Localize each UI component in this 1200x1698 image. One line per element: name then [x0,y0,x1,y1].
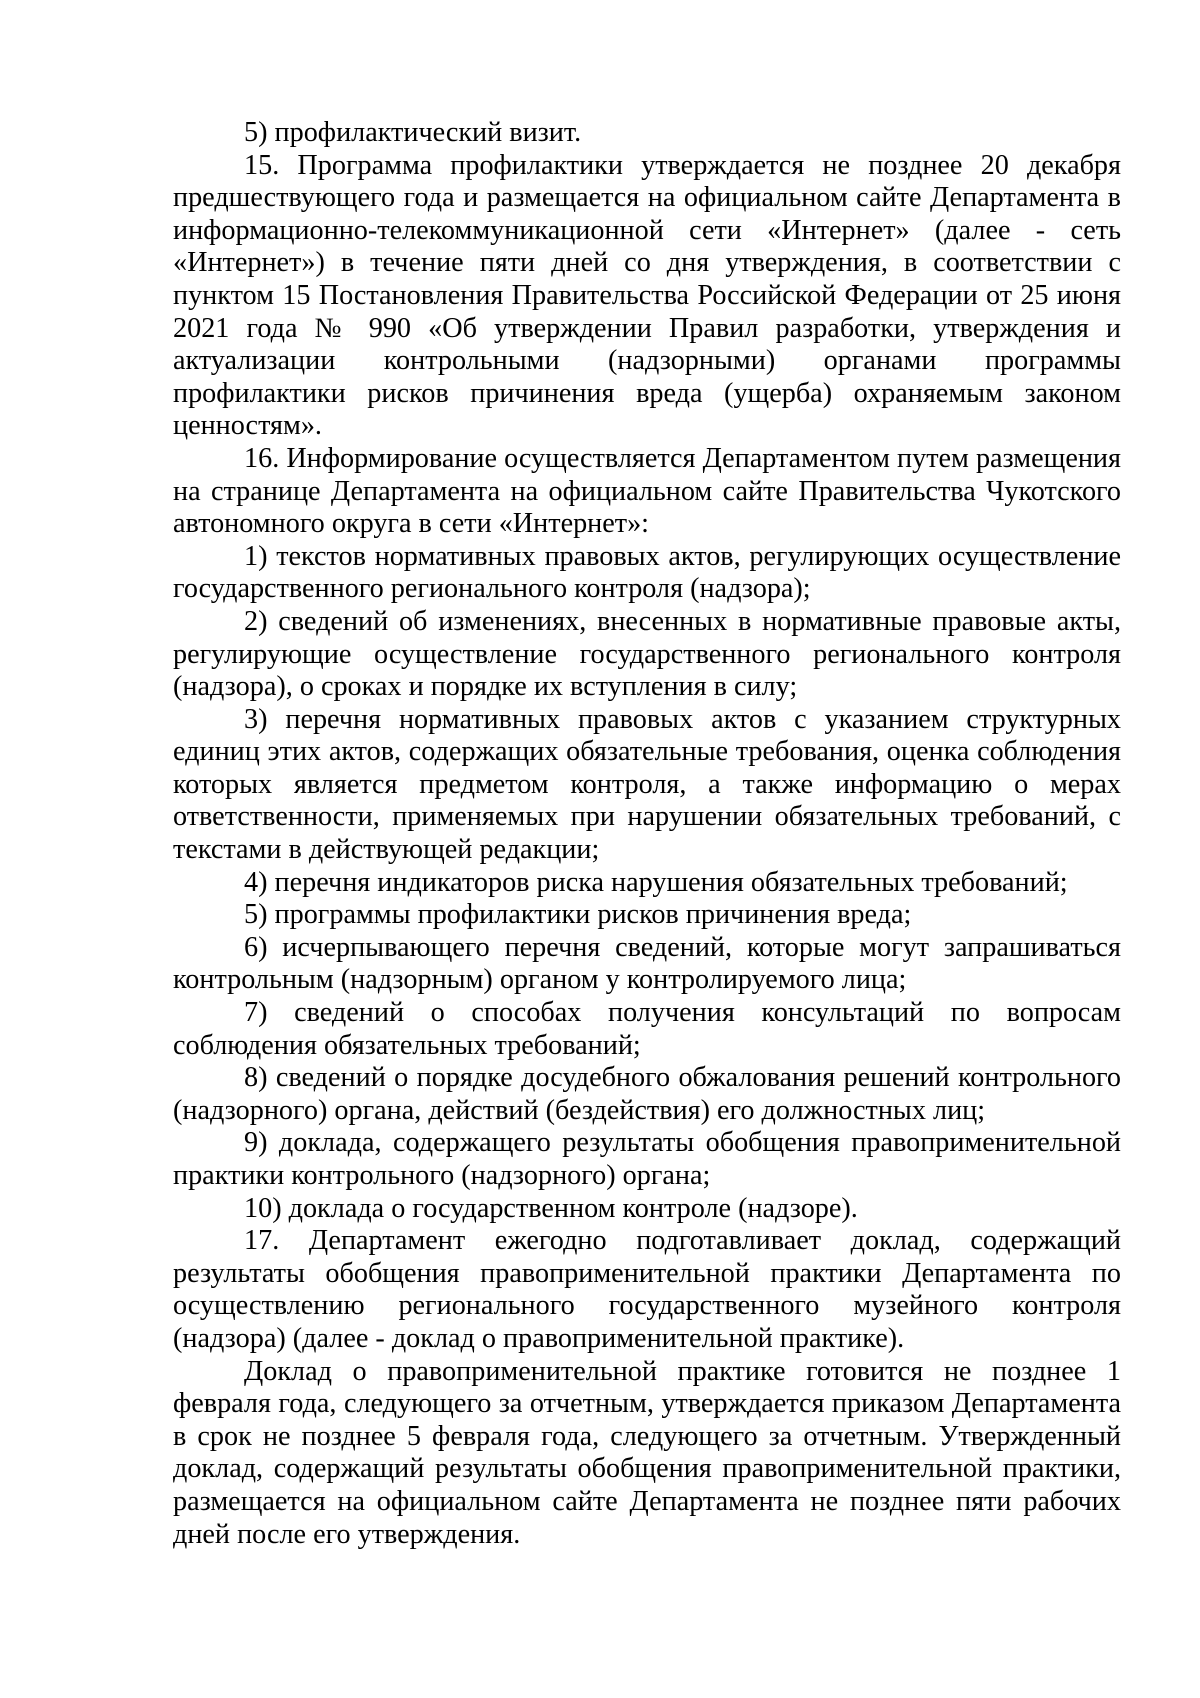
list-item-5-preventive-visit: 5) профилактический визит. [244,117,582,148]
informing-item-1: 1) текстов нормативных правовых актов, регулирующих осуществление государственного регионального контроля (надзора); [173,540,1121,605]
informing-item-4: 4) перечня индикаторов риска нарушения обязательных требований; [244,866,1068,898]
informing-item-6: 6) исчерпывающего перечня сведений, которые могут запрашиваться контрольным (надзорным) органом у контролируемого лица; [173,931,1121,996]
informing-item-8: 8) сведений о порядке досудебного обжалования решений контрольного (надзорного) органа, действий (бездействия) его должностных лиц; [173,1062,1121,1126]
informing-item-3: 3) перечня нормативных правовых актов с указанием структурных единиц этих актов, содержащих обязательные требования, оценка соблюдения которых является предметом контроля, а также информацию о мерах ответственности, применяемых при нарушении обязательных требований, с текстами в действующей редакции; [173,703,1121,866]
informing-item-2: 2) сведений об изменениях, внесенных в нормативные правовые акты, регулирующие осуществление государственного регионального контроля (надзора), о сроках и порядке их вступления в силу; [173,605,1121,703]
informing-item-7: 7) сведений о способах получения консультаций по вопросам соблюдения обязательных требований; [173,997,1121,1061]
clause-16-informing: 16. Информирование осуществляется Департаментом путем размещения на странице Департамента на официальном сайте Правительства Чукотского автономного округа в сети «Интернет»: [173,442,1121,540]
informing-item-10: 10) доклада о государственном контроле (надзоре). [244,1192,858,1224]
clause-15-prevention-program: 15. Программа профилактики утверждается не позднее 20 декабря предшествующего года и размещается на официальном сайте Департамента в информационно-телекоммуникационной сети «Интернет» (далее - сеть «Интернет») в течение пяти дней со дня утверждения, в соответствии с пунктом 15 Постановления Правительства Российской Федерации от 25 июня 2021 года № 990 «Об утверждении Правил разработки, утверждения и актуализации контрольными (надзорными) органами программы профилактики рисков причинения вреда (ущерба) охраняемым законом ценностям». [173,149,1121,442]
document-body [173,117,1121,1551]
informing-item-9: 9) доклада, содержащего результаты обобщения правоприменительной практики контрольного (надзорного) органа; [173,1127,1121,1191]
report-approval-paragraph: Доклад о правоприменительной практике готовится не позднее 1 февраля года, следующего за отчетным, утверждается приказом Департамента в срок не позднее 5 февраля года, следующего за отчетным. Утвержденный доклад, содержащий результаты обобщения правоприменительной практики, размещается на официальном сайте Департамента не позднее пяти рабочих дней после его утверждения. [173,1355,1121,1550]
informing-item-5: 5) программы профилактики рисков причинения вреда; [244,899,912,931]
clause-17-annual-report: 17. Департамент ежегодно подготавливает доклад, содержащий результаты обобщения правоприменительной практики Департамента по осуществлению регионального государственного музейного контроля (надзора) (далее - доклад о правоприменительной практике). [173,1225,1121,1354]
